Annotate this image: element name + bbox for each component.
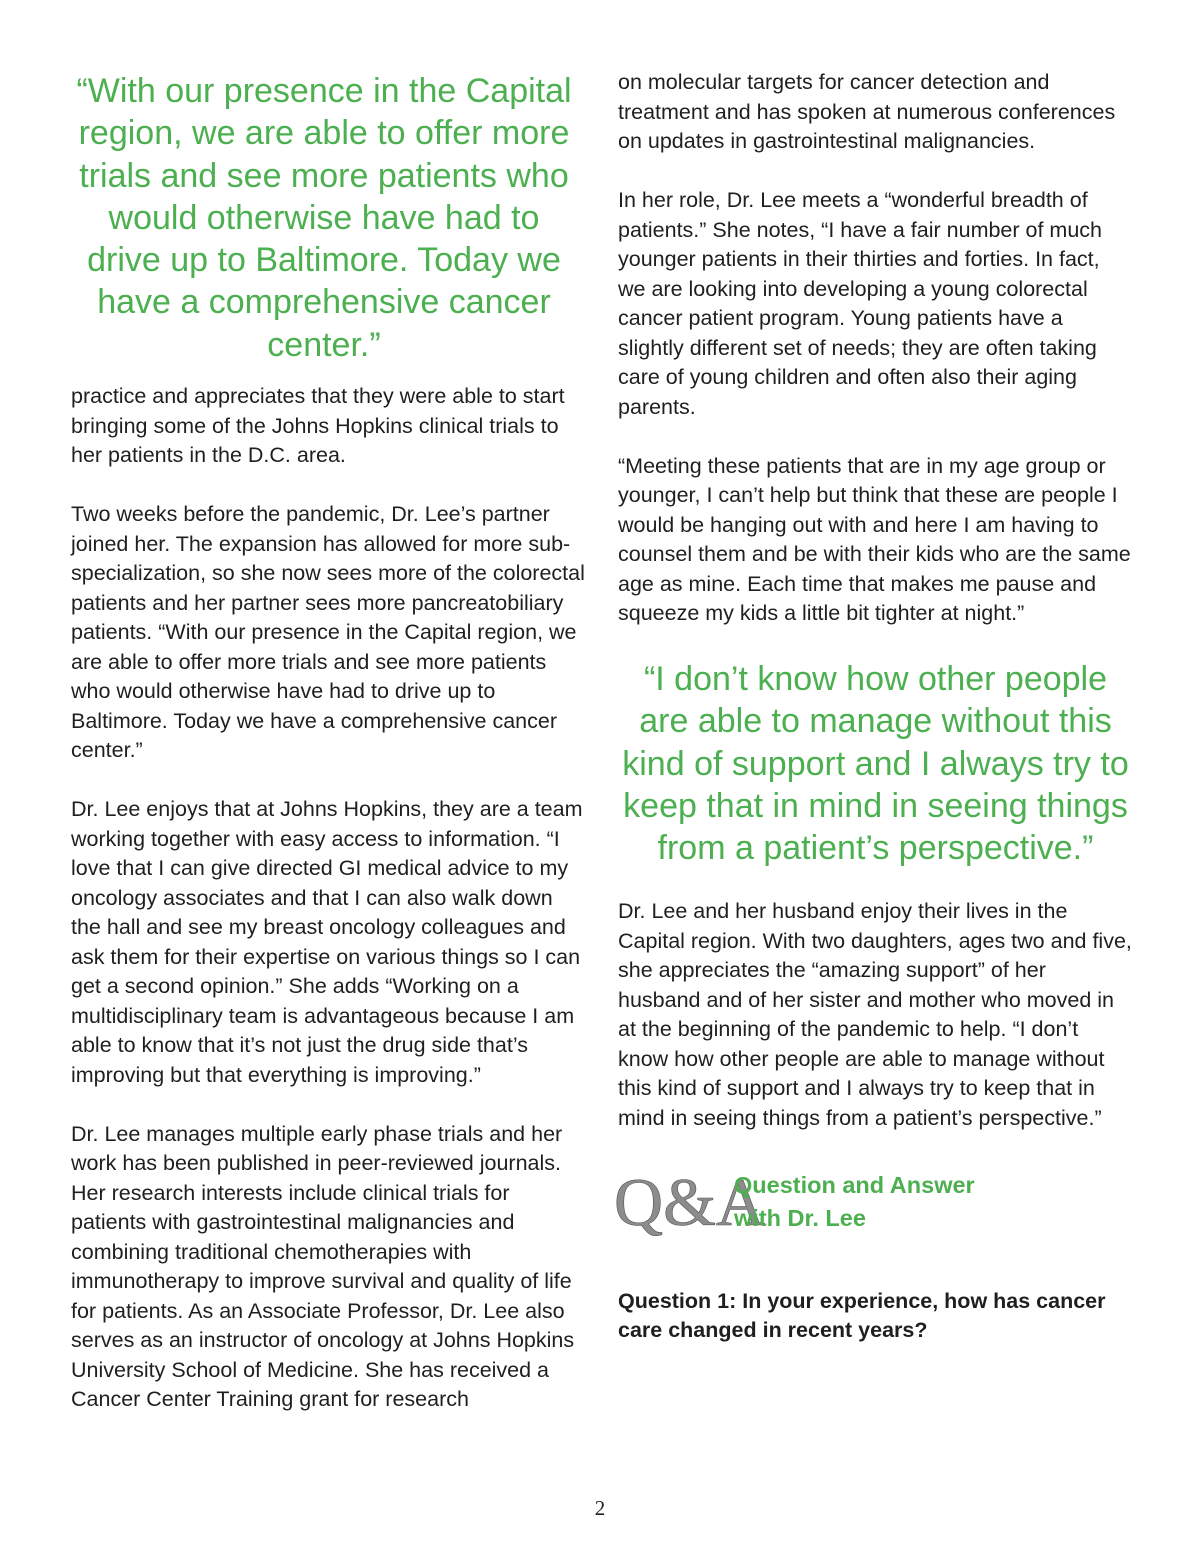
pull-quote-left: “With our presence in the Capital region, we are able to offer more trials and see more patients who would otherwise have had to drive up to Baltimore. Today we have a comprehensive cancer center.” xyxy=(76,72,572,364)
paragraph: “Meeting these patients that are in my age group or younger, I can’t help but think that these are people I would be hanging out with and here I am having to counsel them and be with their kids who are the same age as mine. Each time that makes me pause and squeeze my kids a little bit tighter at night.” xyxy=(618,453,1131,625)
qa-title xyxy=(734,1169,975,1235)
paragraph: Dr. Lee manages multiple early phase trials and her work has been published in peer-reviewed journals. Her research interests include clinical trials for patients with gastrointestinal malignancies and combining traditional chemotherapies with immunotherapy to improve survival and quality of life for patients. As an Associate Professor, Dr. Lee also serves as an instructor of oncology at Johns Hopkins University School of Medicine. She has received a Cancer Center Training grant for research xyxy=(71,1121,575,1412)
page-number: 2 xyxy=(594,1496,606,1520)
question-1: Question 1: In your experience, how has cancer care changed in recent years? xyxy=(618,1288,1106,1343)
paragraph: practice and appreciates that they were able to start bringing some of the Johns Hopkins clinical trials to her patients in the D.C. area. xyxy=(71,384,565,468)
qa-title-line1: Question and Answer xyxy=(734,1171,975,1198)
qa-header xyxy=(614,1163,1133,1241)
left-column xyxy=(71,66,586,1444)
paragraph: Two weeks before the pandemic, Dr. Lee’s partner joined her. The expansion has allowed for more sub-specialization, so she now sees more of the colorectal patients and her partner sees more pancreatobiliary patients. “With our presence in the Capital region, we are able to offer more trials and see more patients who would otherwise have had to drive up to Baltimore. Today we have a comprehensive cancer center.” xyxy=(71,502,585,763)
qa-logo-icon xyxy=(614,1163,766,1241)
paragraph: Dr. Lee and her husband enjoy their lives in the Capital region. With two daughters, ages two and five, she appreciates the “amazing support” of her husband and of her sister and mother who moved in at the beginning of the pandemic to help. “I don’t know how other people are able to manage without this kind of support and I always try to keep that in mind in seeing things from a patient’s perspective.” xyxy=(618,899,1132,1130)
paragraph: Dr. Lee enjoys that at Johns Hopkins, they are a team working together with easy access to information. “I love that I can give directed GI medical advice to my oncology associates and that I can also walk down the hall and see my breast oncology colleagues and ask them for their expertise on various things so I can get a second opinion.” She adds “Working on a multidisciplinary team is advantageous because I am able to know that it’s not just the drug side that’s improving but that everything is improving.” xyxy=(71,797,583,1087)
right-column xyxy=(614,68,1133,1346)
paragraph: In her role, Dr. Lee meets a “wonderful breadth of patients.” She notes, “I have a fair number of much younger patients in their thirties and forties. In fact, we are looking into developing a young colorectal cancer patient program. Young patients have a slightly different set of needs; they are often taking care of young children and often also their aging parents. xyxy=(618,188,1103,419)
paragraph: on molecular targets for cancer detection and treatment and has spoken at numerous conferences on updates in gastrointestinal malignancies. xyxy=(618,70,1116,153)
pull-quote-right: “I don’t know how other people are able to manage without this kind of support and I always try to keep that in mind in seeing things from a patient’s perspective.” xyxy=(622,660,1129,868)
qa-logo-text: Q&A xyxy=(614,1163,766,1240)
qa-title-line2: with Dr. Lee xyxy=(734,1204,866,1231)
